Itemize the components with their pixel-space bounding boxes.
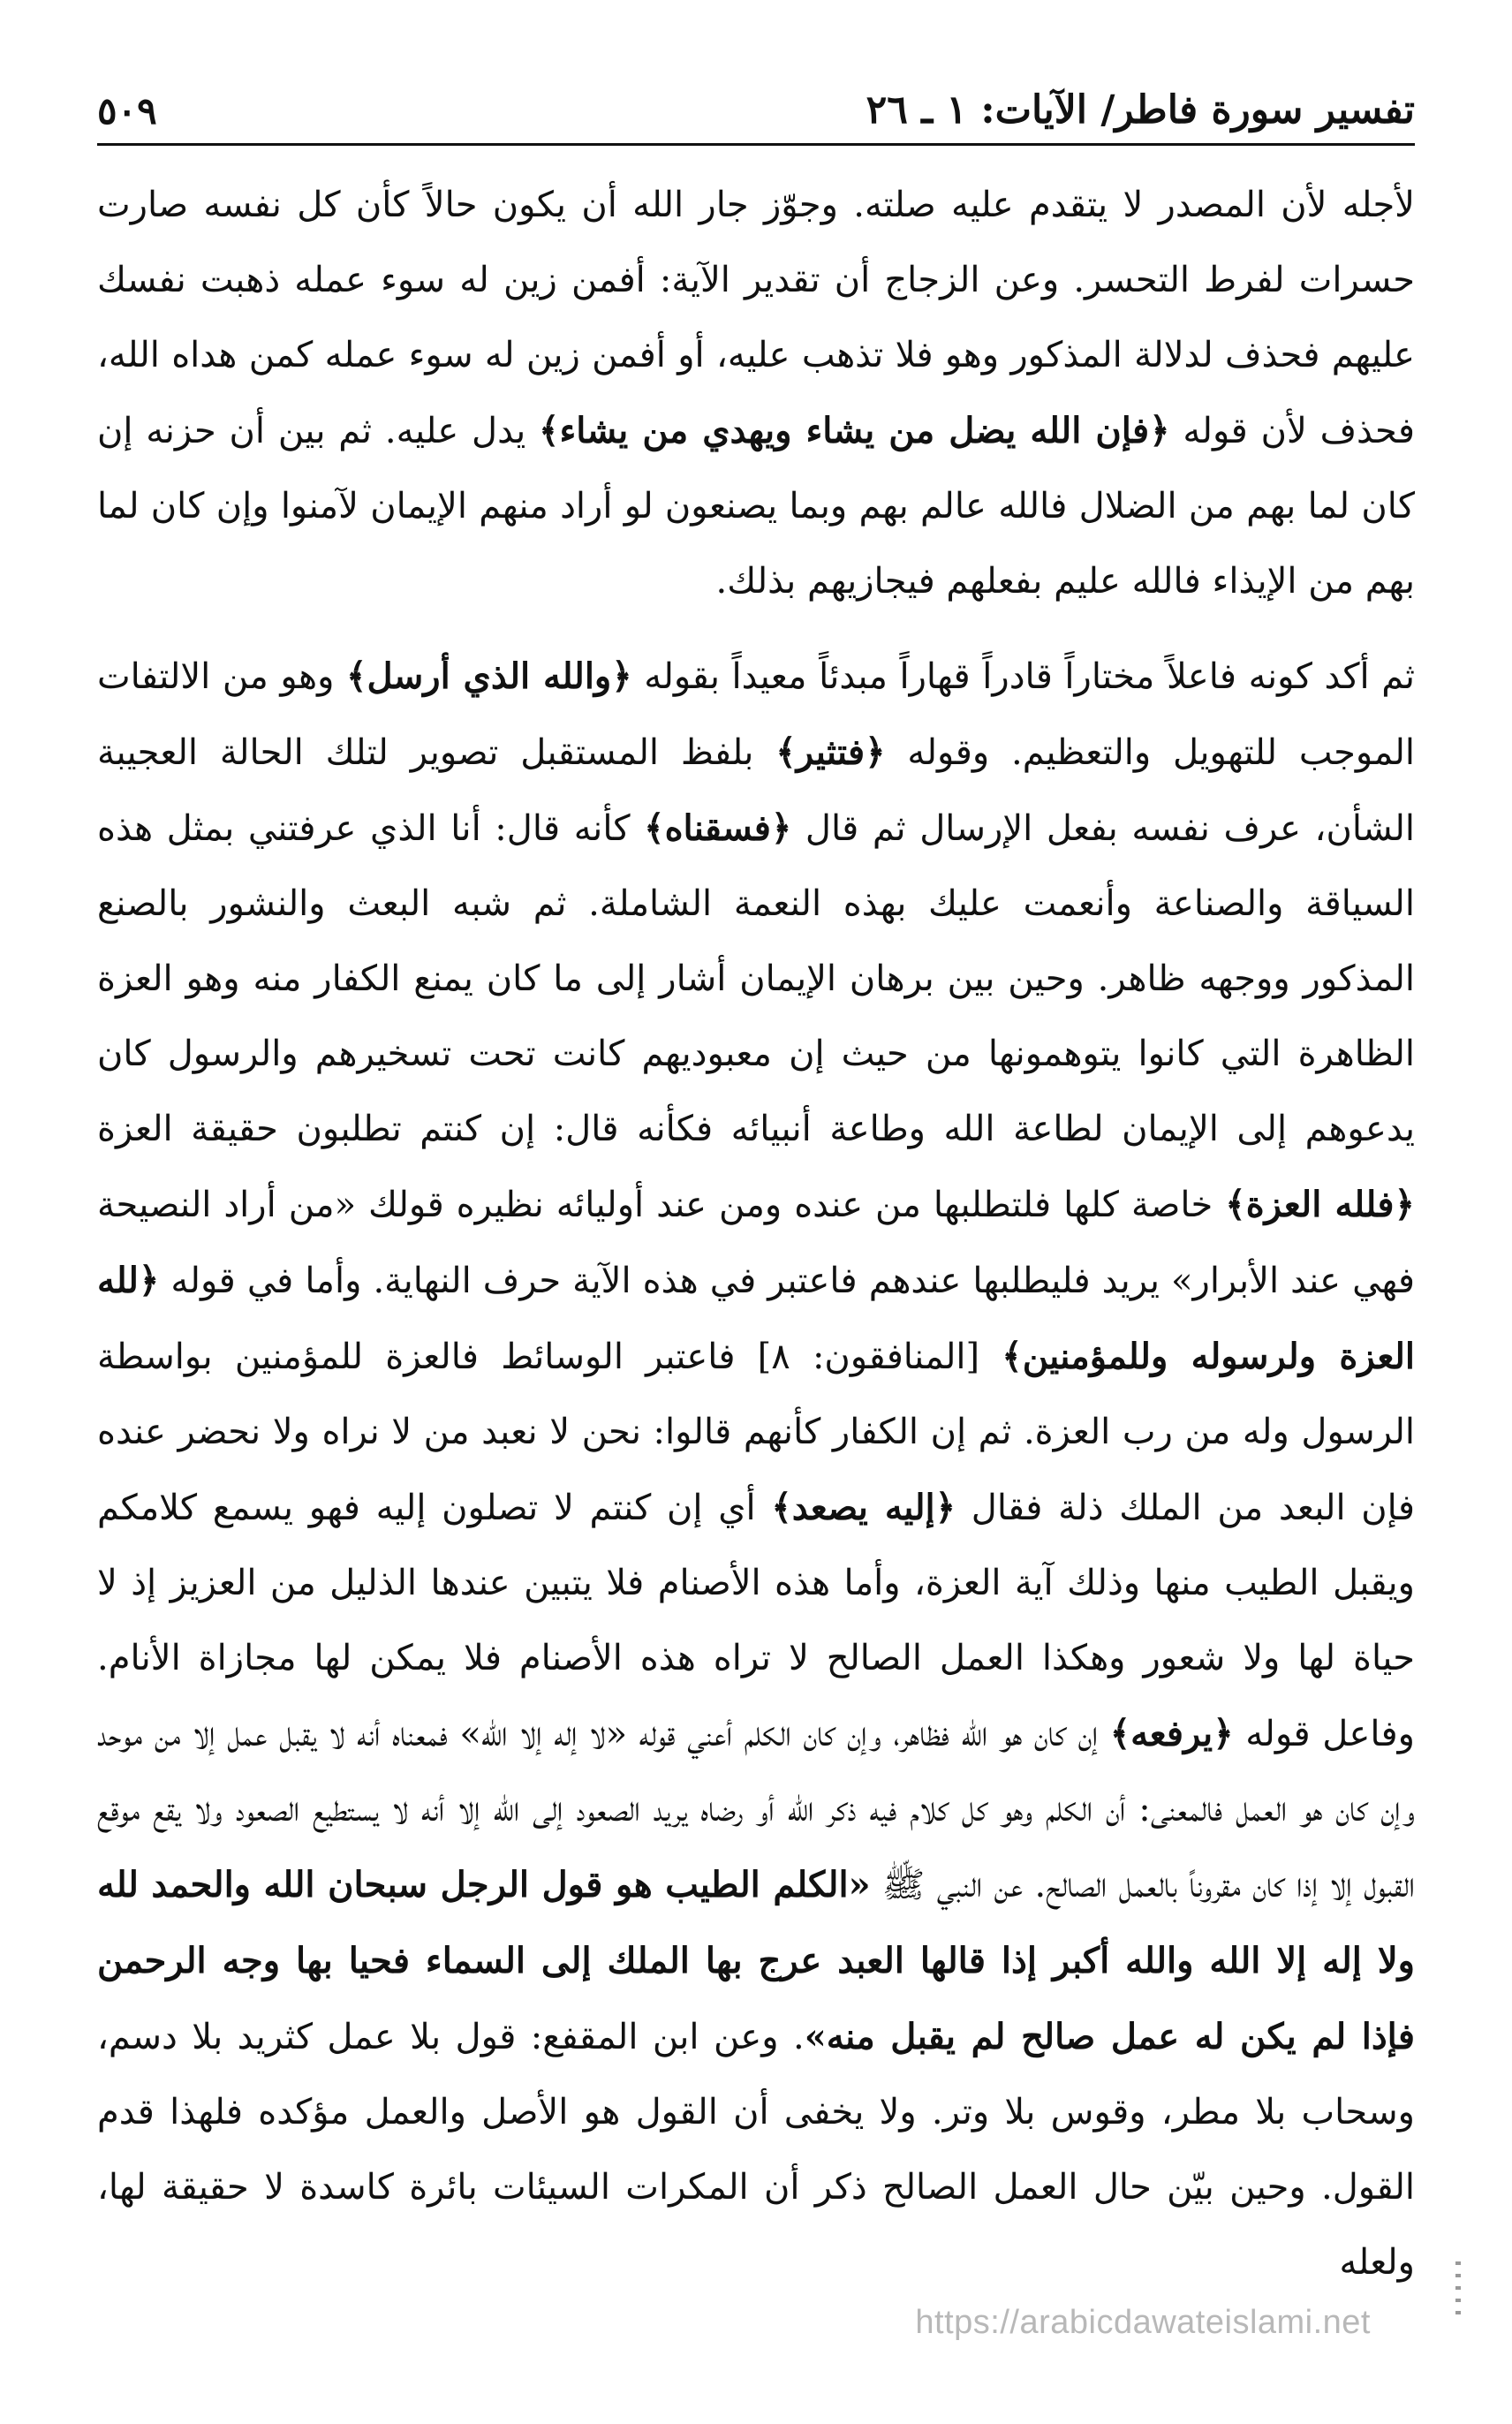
quran-quote: ﴿فلله العزة﴾ (1225, 1184, 1415, 1225)
text-run: كأنه قال: أنا الذي عرفتني بمثل هذه السياقة والصناعة وأنعمت عليك بهذه النعمة الشاملة. ثم شبه البعث والنشور بالصنع المذكور ووجهه ظاهر. وحين بين برهان الإيمان أشار إلى ما كان يمنع الكفار منه وهو العزة الظاهرة التي كانوا يتوهمونها من حيث إن معبوديهم كانت تحت تسخيرهم والرسول كان يدعوهم إلى الإيمان لطاعة الله وطاعة أنبيائه فكأنه قال: إن كنتم تطلبون حقيقة العزة (97, 808, 1415, 1149)
body-text (97, 168, 1415, 2300)
quran-quote: ﴿فتثير﴾ (775, 731, 886, 773)
page-header (97, 62, 1415, 146)
text-run: بلفظ المستقبل تصوير لتلك الحالة العجيبة الشأن، عرف نفسه بفعل الإرسال ثم قال (97, 732, 1415, 849)
text-run: إن كان هو الله فظاهر، وإن كان الكلم أعني قوله «لا إله إلا الله» فمعناه أنه لا يقبل عمل إلا من موحد وإن كان هو العمل فالمعنى: أن الكلم وهو كل كلام فيه ذكر الله أو رضاه يريد الصعود إلى الله إلا أنه لا يستطيع الصعود ولا يقع موقع القبول إلا إذا كان مقروناً بالعمل الصالح. عن النبي ﷺ (97, 1714, 1415, 1905)
quran-quote: ﴿فسقناه﴾ (644, 807, 792, 849)
paragraph (97, 639, 1415, 2300)
quran-quote: ﴿يرفعه﴾ (1109, 1713, 1234, 1754)
quran-quote: ﴿والله الذي أرسل﴾ (346, 655, 632, 697)
quran-quote: ﴿فإن الله يضل من يشاء ويهدي من يشاء﴾ (539, 410, 1170, 451)
page-number: ٥٠٩ (97, 89, 157, 133)
text-run: خاصة كلها فلتطلبها من عنده ومن عند أوليائه نظيره قولك «من أراد النصيحة فهي عند الأبرار» يريد فليطلبها عندهم فاعتبر في هذه الآية حرف النهاية. وأما في قوله (97, 1185, 1415, 1301)
scan-edge-mark (1455, 2261, 1461, 2323)
paragraph (97, 168, 1415, 619)
text-run: لأجله لأن المصدر لا يتقدم عليه صلته. وجوّز جار الله أن يكون حالاً كأن كل نفسه صارت حسرات لفرط التحسر. وعن الزجاج أن تقدير الآية: أفمن زين له سوء عمله ذهبت نفسك عليهم فحذف لدلالة المذكور وهو فلا تذهب عليه، أو أفمن زين له سوء عمله كمن هداه الله، فحذف لأن قوله (97, 185, 1415, 451)
running-title: تفسير سورة فاطر/ الآيات: ١ ـ ٢٦ (866, 87, 1415, 133)
text-run: وهو من الالتفات الموجب للتهويل والتعظيم. وقوله (97, 656, 1415, 773)
text-run: [المنافقون: ٨] فاعتبر الوسائط فالعزة للمؤمنين بواسطة الرسول وله من رب العزة. ثم إن الكفار كأنهم قالوا: نحن لا نعبد من لا نراه ولا نحضر عنده فإن البعد من الملك ذلة فقال (97, 1337, 1416, 1528)
text-run: أي إن كنتم لا تصلون إليه فهو يسمع كلامكم ويقبل الطيب منها وذلك آية العزة، وأما هذه الأصنام فلا يتبين عندها الذليل من العزيز إذ لا حياة لها ولا شعور وهكذا العمل الصالح لا تراه هذه الأصنام فلا يمكن لها مجازاة الأنام. وفاعل قوله (97, 1488, 1415, 1754)
hadith-quote: «الكلم الطيب هو قول الرجل سبحان الله والحمد لله ولا إله إلا الله والله أكبر إذا قالها العبد عرج بها الملك إلى السماء فحيا بها وجه الرحمن فإذا لم يكن له عمل صالح لم يقبل منه» (97, 1864, 1415, 2057)
text-run: . وعن ابن المقفع: قول بلا عمل كثريد بلا دسم، وسحاب بلا مطر، وقوس بلا وتر. ولا يخفى أن القول هو الأصل والعمل مؤكده فلهذا قدم القول. وحين بيّن حال العمل الصالح ذكر أن المكرات السيئات بائرة كاسدة لا حقيقة لها، ولعله (97, 2017, 1415, 2283)
text-run: ثم أكد كونه فاعلاً مختاراً قادراً قهاراً مبدئاً معيداً بقوله (631, 656, 1416, 697)
quran-quote: ﴿إليه يصعد﴾ (771, 1487, 956, 1528)
text-run: يدل عليه. ثم بين أن حزنه إن كان لما بهم من الضلال فالله عالم بهم وبما يصنعون لو أراد منهم الإيمان لآمنوا وإن كان لما بهم من الإيذاء فالله عليم بفعلهم فيجازيهم بذلك. (97, 411, 1415, 602)
quran-quote: ﴿لله العزة ولرسوله وللمؤمنين﴾ (97, 1260, 1416, 1377)
watermark-url: https://arabicdawateislami.net (915, 2304, 1371, 2341)
